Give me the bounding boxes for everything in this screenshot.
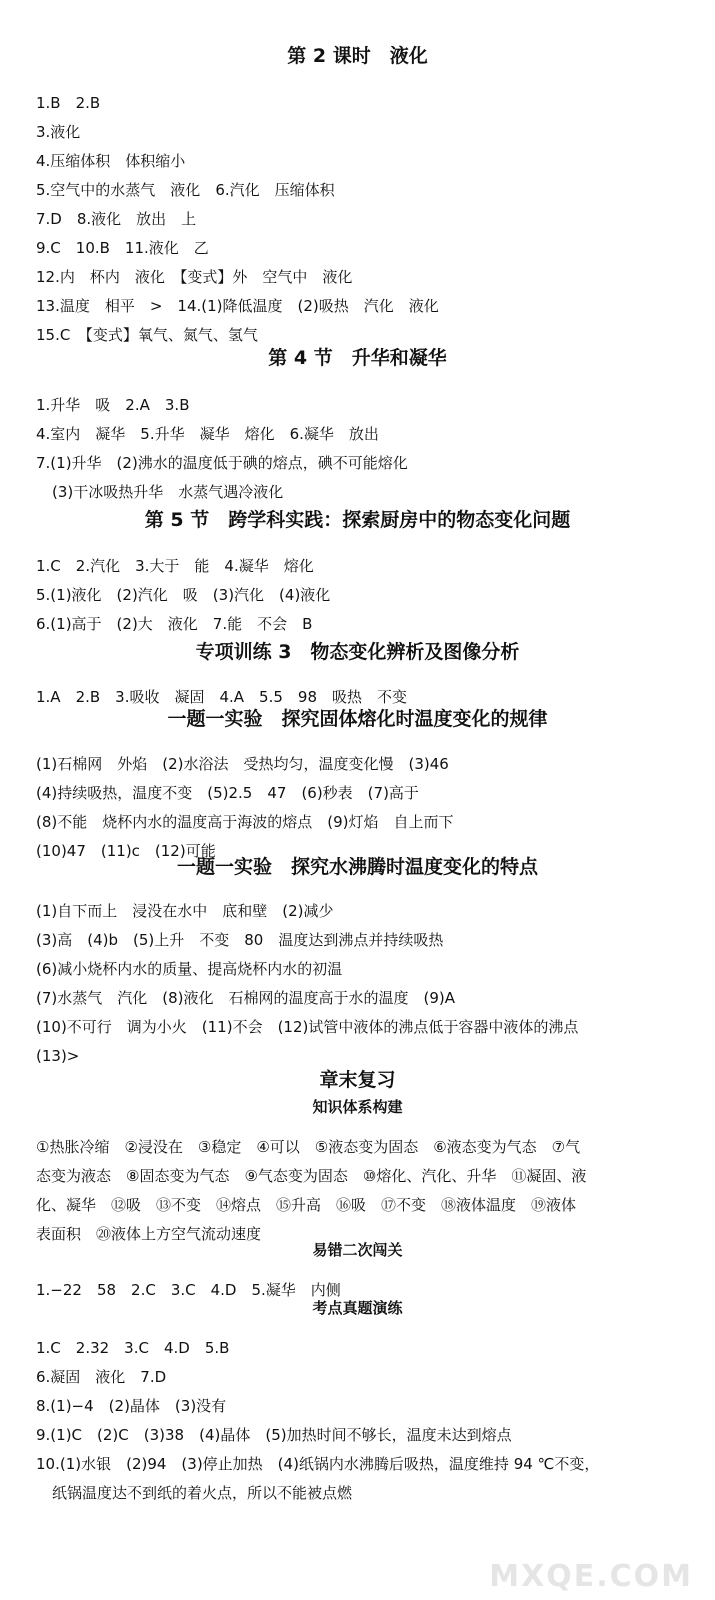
answer-line: ①热胀冷缩 ②浸没在 ③稳定 ④可以 ⑤液态变为固态 ⑥液态变为气态 ⑦气 [36,1138,581,1156]
answer-line: 3.液化 [36,123,81,141]
answer-line: 1.C 2.汽化 3.大于 能 4.凝华 熔化 [36,557,314,575]
answer-line: 12.内 杯内 液化 【变式】外 空气中 液化 [36,268,353,286]
answer-line: 10.(1)水银 (2)94 (3)停止加热 (4)纸锅内水沸腾后吸热，温度维持 94 ℃不变， [36,1455,600,1473]
answer-line: 9.C 10.B 11.液化 乙 [36,239,209,257]
answer-line: 9.(1)C (2)C (3)38 (4)晶体 (5)加热时间不够长，温度未达到熔点 [36,1426,512,1444]
answer-line: 6.(1)高于 (2)大 液化 7.能 不会 B [36,615,313,633]
answer-line: 化、凝华 ⑫吸 ⑬不变 ⑭熔点 ⑮升高 ⑯吸 ⑰不变 ⑱液体温度 ⑲液体 [36,1196,577,1214]
answer-line: (3)干冰吸热升华 水蒸气遇冷液化 [52,483,284,501]
answer-line: 7.D 8.液化 放出 上 [36,210,197,228]
answer-line: 1.−22 58 2.C 3.C 4.D 5.凝华 内侧 [36,1281,341,1299]
answer-line: (1)自下而上 浸没在水中 底和壁 (2)减少 [36,902,334,920]
section-title: 第 4 节 升华和凝华 [268,347,447,369]
answer-line: (10)47 (11)c (12)可能 [36,842,216,860]
answer-line: (8)不能 烧杯内水的温度高于海波的熔点 (9)灯焰 自上而下 [36,813,454,831]
section-title: 易错二次闯关 [312,1241,403,1259]
answer-line: (6)减小烧杯内水的质量、提高烧杯内水的初温 [36,960,343,978]
section-title: 第 5 节 跨学科实践：探索厨房中的物态变化问题 [144,509,571,531]
answer-line: 纸锅温度达不到纸的着火点，所以不能被点燃 [52,1484,353,1502]
answer-line: 5.(1)液化 (2)汽化 吸 (3)汽化 (4)液化 [36,586,331,604]
answer-line: 4.压缩体积 体积缩小 [36,152,186,170]
answer-line: 1.C 2.32 3.C 4.D 5.B [36,1339,230,1357]
section-title: 章末复习 [319,1069,396,1091]
answer-line: 7.(1)升华 (2)沸水的温度低于碘的熔点，碘不可能熔化 [36,454,408,472]
section-title: 专项训练 3 物态变化辨析及图像分析 [195,641,520,663]
watermark: MXQE.COM [489,1559,693,1594]
answer-line: (10)不可行 调为小火 (11)不会 (12)试管中液体的沸点低于容器中液体的沸点 [36,1018,579,1036]
answer-line: (4)持续吸热，温度不变 (5)2.5 47 (6)秒表 (7)高于 [36,784,419,802]
answer-line: 15.C 【变式】氧气、氮气、氢气 [36,326,258,344]
answer-line: 态变为液态 ⑧固态变为气态 ⑨气态变为固态 ⑩熔化、汽化、升华 ⑪凝固、液 [36,1167,587,1185]
section-title: 一题一实验 探究固体熔化时温度变化的规律 [167,708,548,730]
section-title: 考点真题演练 [312,1299,403,1317]
answer-line: 1.A 2.B 3.吸收 凝固 4.A 5.5 98 吸热 不变 [36,688,408,706]
answer-line: (13)> [36,1047,80,1065]
answer-line: (1)石棉网 外焰 (2)水浴法 受热均匀，温度变化慢 (3)46 [36,755,449,773]
answer-line: 5.空气中的水蒸气 液化 6.汽化 压缩体积 [36,181,335,199]
answer-line: 13.温度 相平 > 14.(1)降低温度 (2)吸热 汽化 液化 [36,297,439,315]
section-title: 第 2 课时 液化 [287,45,428,67]
answer-line: 4.室内 凝华 5.升华 凝华 熔化 6.凝华 放出 [36,425,379,443]
answer-line: 表面积 ⑳液体上方空气流动速度 [36,1225,262,1243]
answer-line: 1.升华 吸 2.A 3.B [36,396,190,414]
answer-line: (7)水蒸气 汽化 (8)液化 石棉网的温度高于水的温度 (9)A [36,989,456,1007]
answer-line: 6.凝固 液化 7.D [36,1368,167,1386]
answer-line: 8.(1)−4 (2)晶体 (3)没有 [36,1397,227,1415]
answer-line: (3)高 (4)b (5)上升 不变 80 温度达到沸点并持续吸热 [36,931,444,949]
answer-line: 1.B 2.B [36,94,101,112]
section-title: 一题一实验 探究水沸腾时温度变化的特点 [176,856,538,878]
section-title: 知识体系构建 [312,1098,403,1116]
